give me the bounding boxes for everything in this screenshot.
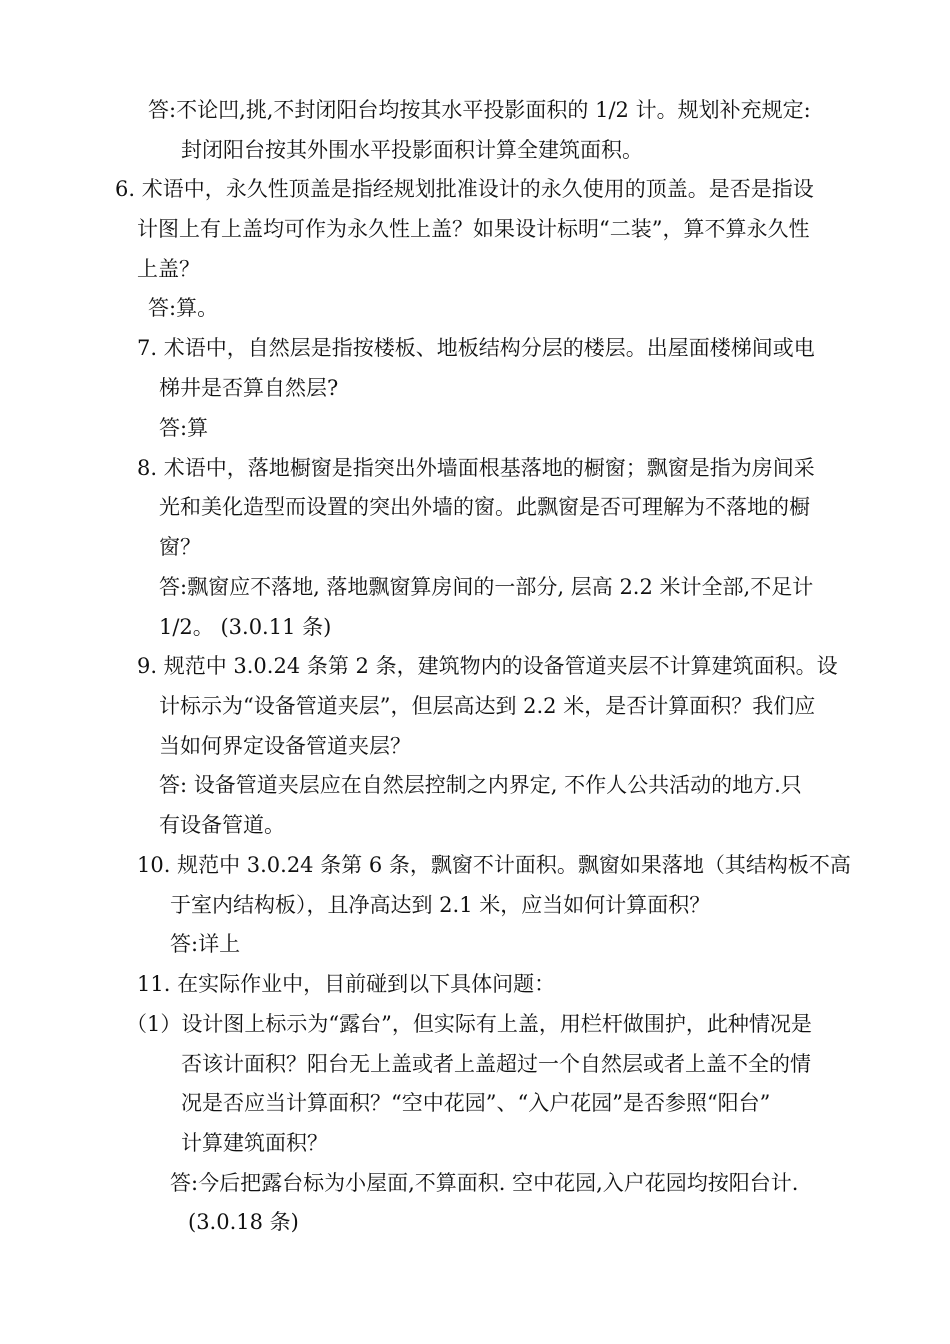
text-line: 答: 设备管道夹层应在自然层控制之内界定, 不作人公共活动的地方.只: [159, 773, 802, 797]
text-line: 计标示为“设备管道夹层”，但层高达到 2.2 米，是否计算面积？我们应: [159, 694, 816, 718]
text-line: 于室内结构板），且净高达到 2.1 米，应当如何计算面积？: [170, 893, 711, 917]
text-line: 计算建筑面积？: [181, 1131, 328, 1155]
text-line: 8. 术语中，落地橱窗是指突出外墙面根基落地的橱窗；飘窗是指为房间采: [137, 456, 815, 480]
text-line: 11. 在实际作业中，目前碰到以下具体问题：: [137, 972, 556, 996]
text-line: 6. 术语中，永久性顶盖是指经规划批准设计的永久使用的顶盖。是否是指设: [115, 177, 814, 201]
text-line: 答:今后把露台标为小屋面,不算面积. 空中花园,入户花园均按阳台计.: [170, 1171, 799, 1195]
text-line: 当如何界定设备管道夹层？: [159, 734, 411, 758]
text-line: 答:详上: [170, 932, 241, 956]
text-line: (3.0.18 条): [188, 1210, 299, 1234]
text-line: 上盖？: [137, 257, 200, 281]
text-line: 窗？: [159, 535, 201, 559]
text-line: 7. 术语中，自然层是指按楼板、地板结构分层的楼层。出屋面楼梯间或电: [137, 336, 815, 360]
text-line: 否该计面积？阳台无上盖或者上盖超过一个自然层或者上盖不全的情: [181, 1052, 811, 1076]
text-line: 答:算。: [148, 296, 219, 320]
text-line: 10. 规范中 3.0.24 条第 6 条，飘窗不计面积。飘窗如果落地（其结构板不高: [137, 853, 851, 877]
text-line: 有设备管道。: [159, 813, 285, 837]
text-line: 光和美化造型而设置的突出外墙的窗。此飘窗是否可理解为不落地的橱: [159, 495, 810, 519]
text-line: 答:不论凹,挑,不封闭阳台均按其水平投影面积的 1/2 计。规划补充规定:: [148, 98, 811, 122]
text-line: 答:飘窗应不落地, 落地飘窗算房间的一部分, 层高 2.2 米计全部,不足计: [159, 575, 814, 599]
text-line: 况是否应当计算面积？“空中花园”、“入户花园”是否参照“阳台”: [181, 1091, 771, 1115]
text-line: 封闭阳台按其外围水平投影面积计算全建筑面积。: [181, 138, 643, 162]
text-line: 梯井是否算自然层?: [159, 376, 339, 400]
text-line: 1/2。 (3.0.11 条): [159, 615, 332, 639]
text-line: （1）设计图上标示为“露台”，但实际有上盖，用栏杆做围护，此种情况是: [126, 1012, 812, 1036]
text-line: 计图上有上盖均可作为永久性上盖？如果设计标明“二装”，算不算永久性: [137, 217, 810, 241]
text-line: 答:算: [159, 416, 209, 440]
text-line: 9. 规范中 3.0.24 条第 2 条，建筑物内的设备管道夹层不计算建筑面积。设: [137, 654, 838, 678]
